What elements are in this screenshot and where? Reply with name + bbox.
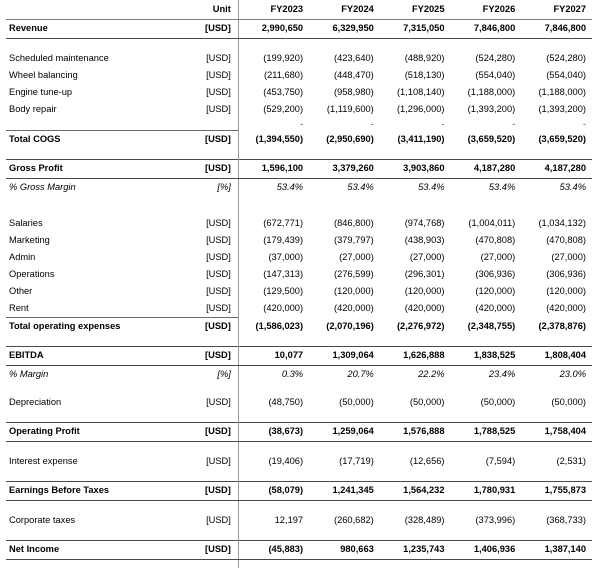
cogs-zero-fy2023: -	[238, 118, 309, 131]
gross-margin-fy2025: 53.4%	[380, 179, 451, 197]
scheduled-maintenance-fy2023: (199,920)	[238, 50, 309, 67]
row-unit-gross-profit: [USD]	[193, 160, 238, 179]
table-row-gross-profit	[6, 160, 592, 179]
spacer-row	[6, 411, 592, 423]
column-header-fy2027: FY2027	[521, 0, 592, 20]
row-label-interest-expense: Interest expense	[6, 453, 193, 470]
row-unit-admin: [USD]	[193, 249, 238, 266]
row-label-depreciation: Depreciation	[6, 394, 193, 411]
scheduled-maintenance-fy2025: (488,920)	[380, 50, 451, 67]
table-row-total-operating-expenses	[6, 318, 592, 336]
table-row-net-income	[6, 541, 592, 560]
table-row-ebitda	[6, 347, 592, 366]
cogs-zero-fy2027: -	[521, 118, 592, 131]
row-label-marketing: Marketing	[6, 232, 193, 249]
interest-expense-fy2024: (17,719)	[309, 453, 380, 470]
total-opex-fy2027: (2,378,876)	[521, 318, 592, 336]
salaries-fy2026: (1,004,011)	[451, 215, 522, 232]
body-repair-fy2026: (1,393,200)	[451, 101, 522, 118]
cogs-zero-fy2025: -	[380, 118, 451, 131]
gross-margin-fy2024: 53.4%	[309, 179, 380, 197]
row-label-scheduled-maintenance: Scheduled maintenance	[6, 50, 193, 67]
total-cogs-fy2025: (3,411,190)	[380, 131, 451, 149]
rent-fy2024: (420,000)	[309, 300, 380, 318]
depreciation-fy2027: (50,000)	[521, 394, 592, 411]
table-row-earnings-before-taxes	[6, 482, 592, 501]
revenue-fy2025: 7,315,050	[380, 20, 451, 39]
wheel-balancing-fy2024: (448,470)	[309, 67, 380, 84]
marketing-fy2026: (470,808)	[451, 232, 522, 249]
column-header-unit: Unit	[193, 0, 238, 20]
column-header-fy2026: FY2026	[451, 0, 522, 20]
row-unit-total-operating-expenses: [USD]	[193, 318, 238, 336]
body-repair-fy2024: (1,119,600)	[309, 101, 380, 118]
ebitda-fy2025: 1,626,888	[380, 347, 451, 366]
depreciation-fy2023: (48,750)	[238, 394, 309, 411]
ebt-fy2027: 1,755,873	[521, 482, 592, 501]
table-row-scheduled-maintenance	[6, 50, 592, 67]
row-label-operating-profit: Operating Profit	[6, 423, 193, 442]
cogs-zero-fy2026: -	[451, 118, 522, 131]
salaries-fy2023: (672,771)	[238, 215, 309, 232]
row-unit-body-repair: [USD]	[193, 101, 238, 118]
row-label-rent: Rent	[6, 300, 193, 318]
row-unit-gross-margin: [%]	[193, 179, 238, 197]
spacer-row	[6, 442, 592, 454]
gross-profit-fy2024: 3,379,260	[309, 160, 380, 179]
spacer-row	[6, 196, 592, 207]
table-row-wheel-balancing	[6, 67, 592, 84]
row-label-corporate-taxes: Corporate taxes	[6, 512, 193, 529]
engine-tune-up-fy2023: (453,750)	[238, 84, 309, 101]
table-row-cogs-zero-placeholder	[6, 118, 592, 131]
row-unit-net-income: [USD]	[193, 541, 238, 560]
wheel-balancing-fy2026: (554,040)	[451, 67, 522, 84]
revenue-fy2023: 2,990,650	[238, 20, 309, 39]
operations-fy2026: (306,936)	[451, 266, 522, 283]
operating-profit-fy2024: 1,259,064	[309, 423, 380, 442]
row-unit-total-cogs: [USD]	[193, 131, 238, 149]
admin-fy2025: (27,000)	[380, 249, 451, 266]
row-unit-operations: [USD]	[193, 266, 238, 283]
salaries-fy2025: (974,768)	[380, 215, 451, 232]
ebitda-fy2024: 1,309,064	[309, 347, 380, 366]
operations-fy2025: (296,301)	[380, 266, 451, 283]
admin-fy2027: (27,000)	[521, 249, 592, 266]
row-label-ebitda-margin: % Margin	[6, 366, 193, 384]
gross-profit-fy2025: 3,903,860	[380, 160, 451, 179]
row-unit-ebitda-margin: [%]	[193, 366, 238, 384]
gross-margin-fy2027: 53.4%	[521, 179, 592, 197]
spacer-row	[6, 383, 592, 394]
corporate-taxes-fy2027: (368,733)	[521, 512, 592, 529]
table-header-row	[6, 0, 592, 20]
ebitda-fy2027: 1,808,404	[521, 347, 592, 366]
ebitda-fy2023: 10,077	[238, 347, 309, 366]
rent-fy2027: (420,000)	[521, 300, 592, 318]
row-unit-wheel-balancing: [USD]	[193, 67, 238, 84]
admin-fy2023: (37,000)	[238, 249, 309, 266]
engine-tune-up-fy2025: (1,108,140)	[380, 84, 451, 101]
table-row-revenue	[6, 20, 592, 39]
row-unit-corporate-taxes: [USD]	[193, 512, 238, 529]
gross-profit-fy2026: 4,187,280	[451, 160, 522, 179]
pnl-table	[6, 0, 592, 568]
interest-expense-fy2023: (19,406)	[238, 453, 309, 470]
body-repair-fy2025: (1,296,000)	[380, 101, 451, 118]
total-opex-fy2023: (1,586,023)	[238, 318, 309, 336]
row-unit-salaries: [USD]	[193, 215, 238, 232]
row-unit-scheduled-maintenance: [USD]	[193, 50, 238, 67]
net-income-fy2023: (45,883)	[238, 541, 309, 560]
table-row-marketing	[6, 232, 592, 249]
operating-profit-fy2025: 1,576,888	[380, 423, 451, 442]
operating-profit-fy2027: 1,758,404	[521, 423, 592, 442]
wheel-balancing-fy2027: (554,040)	[521, 67, 592, 84]
ebitda-fy2026: 1,838,525	[451, 347, 522, 366]
corporate-taxes-fy2023: 12,197	[238, 512, 309, 529]
row-label-admin: Admin	[6, 249, 193, 266]
row-unit-revenue: [USD]	[193, 20, 238, 39]
engine-tune-up-fy2024: (958,980)	[309, 84, 380, 101]
depreciation-fy2024: (50,000)	[309, 394, 380, 411]
engine-tune-up-fy2026: (1,188,000)	[451, 84, 522, 101]
table-row-depreciation	[6, 394, 592, 411]
net-income-fy2026: 1,406,936	[451, 541, 522, 560]
row-label-net-income: Net Income	[6, 541, 193, 560]
gross-margin-fy2026: 53.4%	[451, 179, 522, 197]
corporate-taxes-fy2025: (328,489)	[380, 512, 451, 529]
net-income-fy2025: 1,235,743	[380, 541, 451, 560]
table-row-total-cogs	[6, 131, 592, 149]
spacer-row	[6, 148, 592, 160]
operations-fy2024: (276,599)	[309, 266, 380, 283]
spacer-row	[6, 470, 592, 482]
ebt-fy2023: (58,079)	[238, 482, 309, 501]
row-label-other: Other	[6, 283, 193, 300]
spacer-row	[6, 207, 592, 215]
table-row-engine-tune-up	[6, 84, 592, 101]
row-unit-interest-expense: [USD]	[193, 453, 238, 470]
table-row-body-repair	[6, 101, 592, 118]
table-row-operations	[6, 266, 592, 283]
gross-profit-fy2027: 4,187,280	[521, 160, 592, 179]
row-label-body-repair: Body repair	[6, 101, 193, 118]
total-opex-fy2025: (2,276,972)	[380, 318, 451, 336]
scheduled-maintenance-fy2026: (524,280)	[451, 50, 522, 67]
total-cogs-fy2024: (2,950,690)	[309, 131, 380, 149]
engine-tune-up-fy2027: (1,188,000)	[521, 84, 592, 101]
wheel-balancing-fy2023: (211,680)	[238, 67, 309, 84]
table-row-corporate-taxes	[6, 512, 592, 529]
other-fy2027: (120,000)	[521, 283, 592, 300]
interest-expense-fy2027: (2,531)	[521, 453, 592, 470]
ebt-fy2024: 1,241,345	[309, 482, 380, 501]
row-unit-operating-profit: [USD]	[193, 423, 238, 442]
admin-fy2026: (27,000)	[451, 249, 522, 266]
total-opex-fy2026: (2,348,755)	[451, 318, 522, 336]
marketing-fy2025: (438,903)	[380, 232, 451, 249]
operating-profit-fy2026: 1,788,525	[451, 423, 522, 442]
spacer-row	[6, 39, 592, 51]
corporate-taxes-fy2026: (373,996)	[451, 512, 522, 529]
row-label-gross-profit: Gross Profit	[6, 160, 193, 179]
operations-fy2027: (306,936)	[521, 266, 592, 283]
table-row-other	[6, 283, 592, 300]
spacer-row	[6, 560, 592, 568]
table-row-admin	[6, 249, 592, 266]
row-label-operations: Operations	[6, 266, 193, 283]
ebitda-margin-fy2024: 20.7%	[309, 366, 380, 384]
revenue-fy2027: 7,846,800	[521, 20, 592, 39]
cogs-zero-fy2024: -	[309, 118, 380, 131]
row-unit-other: [USD]	[193, 283, 238, 300]
net-income-fy2027: 1,387,140	[521, 541, 592, 560]
net-income-fy2024: 980,663	[309, 541, 380, 560]
depreciation-fy2025: (50,000)	[380, 394, 451, 411]
table-row-salaries	[6, 215, 592, 232]
marketing-fy2023: (179,439)	[238, 232, 309, 249]
body-repair-fy2023: (529,200)	[238, 101, 309, 118]
row-unit-rent: [USD]	[193, 300, 238, 318]
corporate-taxes-fy2024: (260,682)	[309, 512, 380, 529]
other-fy2026: (120,000)	[451, 283, 522, 300]
row-label-revenue: Revenue	[6, 20, 193, 39]
spacer-row	[6, 335, 592, 347]
total-cogs-fy2026: (3,659,520)	[451, 131, 522, 149]
row-label-ebitda: EBITDA	[6, 347, 193, 366]
column-header-fy2025: FY2025	[380, 0, 451, 20]
ebt-fy2025: 1,564,232	[380, 482, 451, 501]
scheduled-maintenance-fy2024: (423,640)	[309, 50, 380, 67]
table-row-interest-expense	[6, 453, 592, 470]
total-cogs-fy2023: (1,394,550)	[238, 131, 309, 149]
gross-profit-fy2023: 1,596,100	[238, 160, 309, 179]
ebt-fy2026: 1,780,931	[451, 482, 522, 501]
row-label-salaries: Salaries	[6, 215, 193, 232]
row-label-earnings-before-taxes: Earnings Before Taxes	[6, 482, 193, 501]
rent-fy2023: (420,000)	[238, 300, 309, 318]
rent-fy2025: (420,000)	[380, 300, 451, 318]
marketing-fy2027: (470,808)	[521, 232, 592, 249]
depreciation-fy2026: (50,000)	[451, 394, 522, 411]
revenue-fy2026: 7,846,800	[451, 20, 522, 39]
other-fy2025: (120,000)	[380, 283, 451, 300]
table-row-operating-profit	[6, 423, 592, 442]
salaries-fy2027: (1,034,132)	[521, 215, 592, 232]
row-label-gross-margin: % Gross Margin	[6, 179, 193, 197]
row-unit-ebitda: [USD]	[193, 347, 238, 366]
row-label-total-cogs: Total COGS	[6, 131, 193, 149]
row-label-total-operating-expenses: Total operating expenses	[6, 318, 193, 336]
other-fy2023: (129,500)	[238, 283, 309, 300]
operations-fy2023: (147,313)	[238, 266, 309, 283]
column-header-label	[6, 0, 193, 20]
wheel-balancing-fy2025: (518,130)	[380, 67, 451, 84]
interest-expense-fy2026: (7,594)	[451, 453, 522, 470]
interest-expense-fy2025: (12,656)	[380, 453, 451, 470]
table-row-rent	[6, 300, 592, 318]
gross-margin-fy2023: 53.4%	[238, 179, 309, 197]
row-unit-marketing: [USD]	[193, 232, 238, 249]
column-header-fy2023: FY2023	[238, 0, 309, 20]
ebitda-margin-fy2026: 23.4%	[451, 366, 522, 384]
body-repair-fy2027: (1,393,200)	[521, 101, 592, 118]
scheduled-maintenance-fy2027: (524,280)	[521, 50, 592, 67]
admin-fy2024: (27,000)	[309, 249, 380, 266]
revenue-fy2024: 6,329,950	[309, 20, 380, 39]
ebitda-margin-fy2025: 22.2%	[380, 366, 451, 384]
row-unit-earnings-before-taxes: [USD]	[193, 482, 238, 501]
row-unit-depreciation: [USD]	[193, 394, 238, 411]
total-cogs-fy2027: (3,659,520)	[521, 131, 592, 149]
row-unit-engine-tune-up: [USD]	[193, 84, 238, 101]
table-row-ebitda-margin	[6, 366, 592, 384]
rent-fy2026: (420,000)	[451, 300, 522, 318]
column-header-fy2024: FY2024	[309, 0, 380, 20]
ebitda-margin-fy2023: 0.3%	[238, 366, 309, 384]
operating-profit-fy2023: (38,673)	[238, 423, 309, 442]
salaries-fy2024: (846,800)	[309, 215, 380, 232]
table-row-gross-margin	[6, 179, 592, 197]
row-label-engine-tune-up: Engine tune-up	[6, 84, 193, 101]
other-fy2024: (120,000)	[309, 283, 380, 300]
ebitda-margin-fy2027: 23.0%	[521, 366, 592, 384]
spacer-row	[6, 501, 592, 513]
row-label-wheel-balancing: Wheel balancing	[6, 67, 193, 84]
total-opex-fy2024: (2,070,196)	[309, 318, 380, 336]
marketing-fy2024: (379,797)	[309, 232, 380, 249]
